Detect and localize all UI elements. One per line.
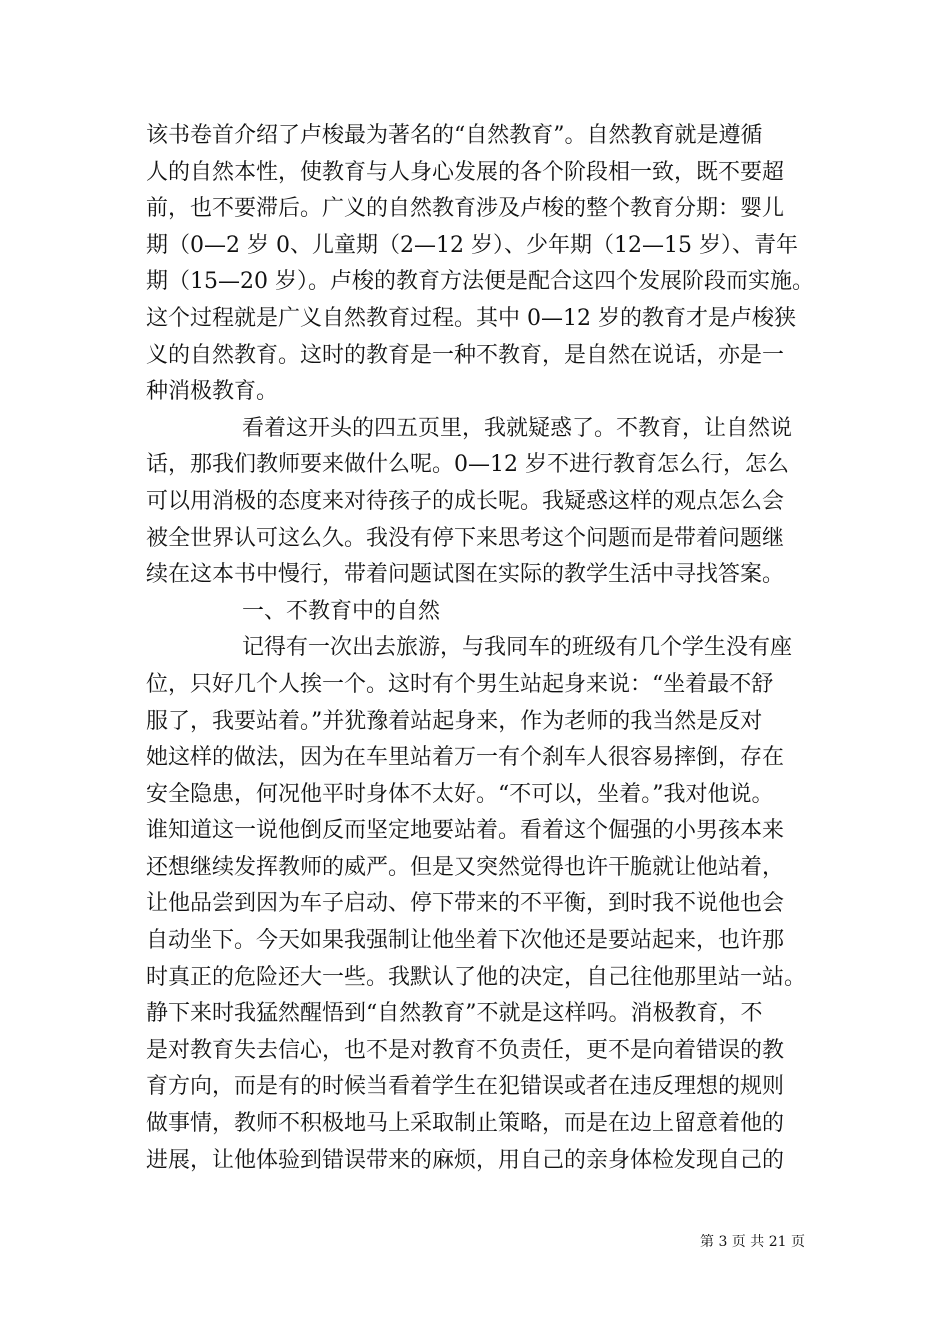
text-line: 她这样的做法，因为在车里站着万一有个刹车人很容易摔倒，存在 — [146, 745, 785, 771]
text-line: 义的自然教育。这时的教育是一种不教育，是自然在说话，亦是一 — [146, 342, 785, 368]
text-line: 该书卷首介绍了卢梭最为著名的“自然教育”。自然教育就是遵循 — [146, 123, 763, 148]
text-line: 是对教育失去信心，也不是对教育不负责任，更不是向着错误的教 — [146, 1037, 785, 1063]
text-line: 种消极教育。 — [146, 379, 279, 405]
text-line: 人的自然本性，使教育与人身心发展的各个阶段相一致，既不要超 — [146, 159, 785, 185]
page-number-footer: 第 3 页 共 21 页 — [700, 1234, 805, 1250]
text-line: 时真正的危险还大一些。我默认了他的决定，自己往他那里站一站。 — [146, 964, 807, 990]
text-line: 让他品尝到因为车子启动、停下带来的不平衡，到时我不说他也会 — [146, 891, 785, 917]
text-line: 自动坐下。今天如果我强制让他坐着下次他还是要站起来，也许那 — [146, 928, 785, 954]
text-line-indented: 看着这开头的四五页里，我就疑惑了。不教育，让自然说 — [242, 415, 793, 441]
text-line: 静下来时我猛然醒悟到“自然教育”不就是这样吗。消极教育，不 — [146, 1001, 763, 1027]
text-line: 话，那我们教师要来做什么呢。0—12 岁不进行教育怎么行，怎么 — [146, 452, 789, 478]
text-line-indented: 记得有一次出去旅游，与我同车的班级有几个学生没有座 — [242, 635, 793, 661]
text-line: 谁知道这一说他倒反而坚定地要站着。看着这个倔强的小男孩本来 — [146, 818, 785, 844]
section-heading: 一、不教育中的自然 — [242, 598, 441, 624]
text-line: 续在这本书中慢行，带着问题试图在实际的教学生活中寻找答案。 — [146, 562, 785, 588]
text-line: 还想继续发挥教师的威严。但是又突然觉得也许干脆就让他站着， — [146, 854, 785, 880]
text-line: 期（15—20 岁）。卢梭的教育方法便是配合这四个发展阶段而实施。 — [146, 269, 814, 295]
text-line: 进展，让他体验到错误带来的麻烦，用自己的亲身体检发现自己的 — [146, 1147, 785, 1173]
text-line: 做事情，教师不积极地马上采取制止策略，而是在边上留意着他的 — [146, 1111, 785, 1137]
text-line: 期（0—2 岁 0、儿童期（2—12 岁）、少年期（12—15 岁）、青年 — [146, 232, 798, 258]
text-line: 服了，我要站着。”并犹豫着站起身来，作为老师的我当然是反对 — [146, 708, 763, 734]
text-line: 被全世界认可这么久。我没有停下来思考这个问题而是带着问题继 — [146, 525, 785, 551]
text-line: 这个过程就是广义自然教育过程。其中 0—12 岁的教育才是卢梭狭 — [146, 305, 796, 331]
text-line: 安全隐患，何况他平时身体不太好。“不可以，坐着。”我对他说。 — [146, 781, 774, 807]
body-text — [146, 118, 814, 1179]
text-line: 位，只好几个人挨一个。这时有个男生站起身来说：“坐着最不舒 — [146, 671, 774, 697]
text-line: 前，也不要滞后。广义的自然教育涉及卢梭的整个教育分期：婴儿 — [146, 196, 785, 222]
text-line: 育方向，而是有的时候当看着学生在犯错误或者在违反理想的规则 — [146, 1074, 785, 1100]
text-line: 可以用消极的态度来对待孩子的成长呢。我疑惑这样的观点怎么会 — [146, 488, 785, 514]
